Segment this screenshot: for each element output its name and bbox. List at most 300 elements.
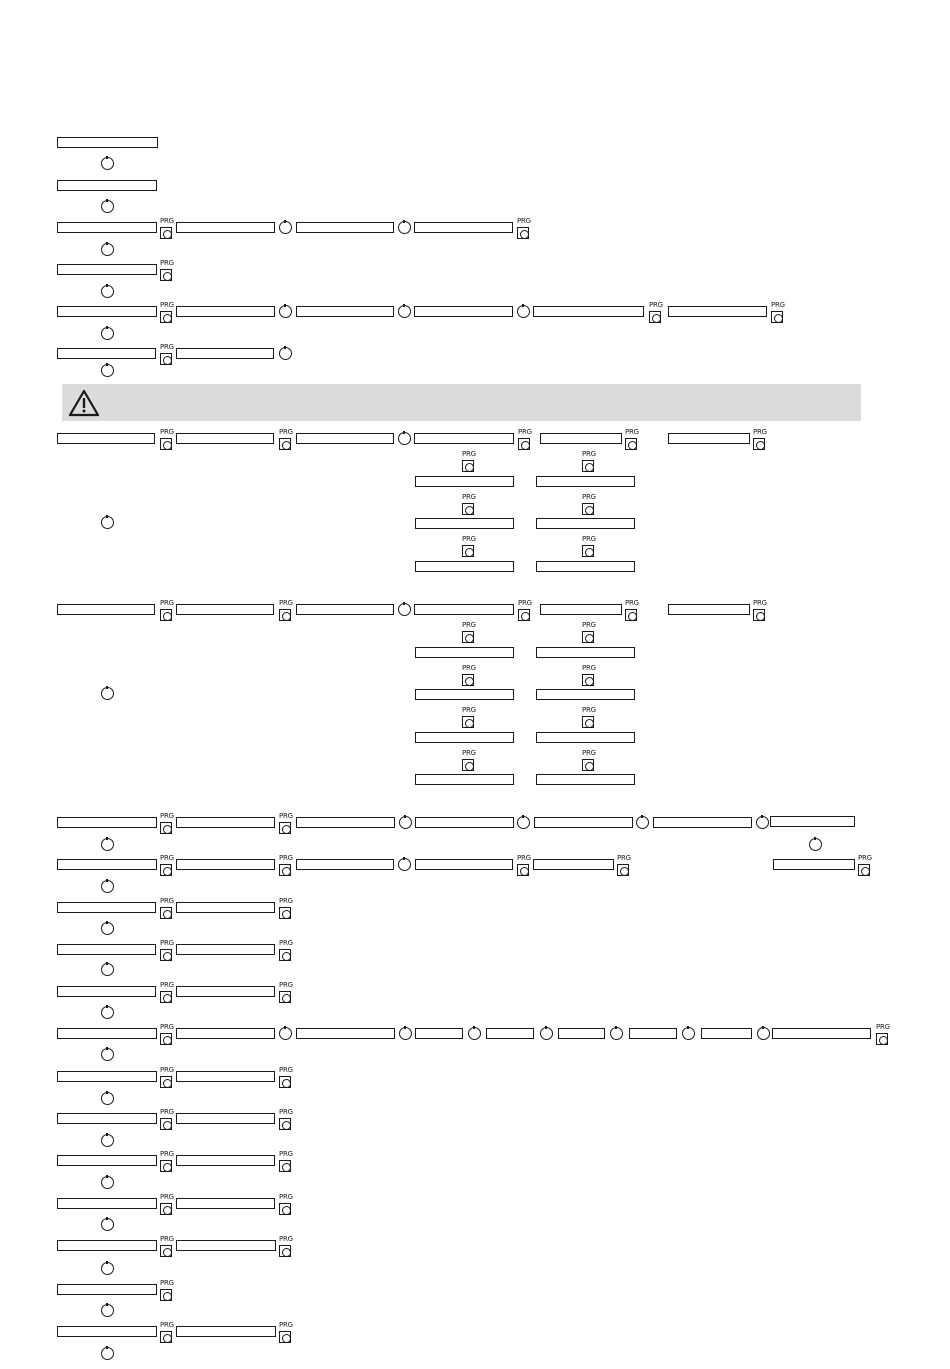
prg-button[interactable]: [582, 460, 594, 472]
prg-button-icon[interactable]: [160, 898, 173, 920]
prg-button-icon[interactable]: [160, 600, 173, 622]
prg-button[interactable]: [160, 1160, 172, 1172]
menu-display-box: [57, 902, 156, 913]
menu-display-box: [57, 986, 156, 997]
prg-button[interactable]: [160, 353, 172, 365]
menu-display-box: [176, 222, 275, 233]
prg-button[interactable]: [160, 269, 172, 281]
rotary-knob-icon[interactable]: [101, 157, 114, 170]
menu-display-box: [176, 944, 275, 955]
prg-button-icon[interactable]: [462, 707, 475, 729]
prg-label: PRG: [279, 599, 293, 607]
rotary-knob-icon[interactable]: [517, 305, 530, 318]
prg-button-icon[interactable]: [279, 940, 292, 962]
prg-button-icon[interactable]: [279, 898, 292, 920]
prg-button-icon[interactable]: [160, 940, 173, 962]
prg-button-icon[interactable]: [160, 1322, 173, 1344]
warning-banner: [62, 384, 861, 421]
prg-button-icon[interactable]: [582, 622, 595, 644]
prg-button[interactable]: [462, 674, 474, 686]
rotary-knob-icon[interactable]: [101, 687, 114, 700]
prg-label: PRG: [160, 1193, 174, 1201]
rotary-knob-icon[interactable]: [101, 200, 114, 213]
menu-display-box: [57, 222, 157, 233]
prg-button-icon[interactable]: [462, 665, 475, 687]
menu-display-box: [176, 433, 274, 444]
prg-button[interactable]: [160, 1331, 172, 1343]
menu-display-box: [653, 817, 752, 828]
warning-triangle-icon: [68, 389, 100, 417]
prg-button-icon[interactable]: [582, 665, 595, 687]
prg-button-icon[interactable]: [771, 302, 784, 324]
menu-display-box: [296, 222, 394, 233]
prg-button-icon[interactable]: [279, 1109, 292, 1131]
prg-label: PRG: [462, 664, 476, 672]
menu-display-box: [57, 1326, 157, 1337]
menu-display-box: [414, 306, 513, 317]
prg-button-icon[interactable]: [876, 1024, 889, 1046]
prg-button[interactable]: [160, 1118, 172, 1130]
menu-display-box: [176, 306, 275, 317]
prg-label: PRG: [279, 1066, 293, 1074]
prg-label: PRG: [462, 621, 476, 629]
rotary-knob-icon[interactable]: [399, 816, 412, 829]
prg-button[interactable]: [279, 1118, 291, 1130]
menu-display-box: [415, 476, 514, 487]
rotary-knob-icon[interactable]: [101, 1304, 114, 1317]
prg-button[interactable]: [582, 631, 594, 643]
prg-button-icon[interactable]: [753, 600, 766, 622]
prg-button-icon[interactable]: [279, 429, 292, 451]
prg-label: PRG: [279, 1193, 293, 1201]
menu-display-box: [414, 604, 514, 615]
prg-button[interactable]: [462, 503, 474, 515]
prg-label: PRG: [160, 428, 174, 436]
prg-button-icon[interactable]: [160, 1194, 173, 1216]
menu-display-box: [176, 604, 274, 615]
menu-display-box: [57, 348, 156, 359]
prg-button[interactable]: [858, 864, 870, 876]
prg-button-icon[interactable]: [279, 1151, 292, 1173]
rotary-knob-icon[interactable]: [809, 838, 822, 851]
prg-button-icon[interactable]: [517, 218, 530, 240]
menu-display-box: [536, 647, 635, 658]
menu-display-box: [415, 859, 513, 870]
prg-button[interactable]: [462, 716, 474, 728]
rotary-knob-icon[interactable]: [398, 305, 411, 318]
prg-button-icon[interactable]: [279, 1194, 292, 1216]
menu-display-box: [176, 1326, 276, 1337]
menu-display-box: [57, 604, 155, 615]
prg-label: PRG: [160, 259, 174, 267]
menu-display-box: [176, 1155, 275, 1166]
menu-display-box: [414, 433, 514, 444]
menu-display-box: [296, 306, 394, 317]
prg-button[interactable]: [160, 907, 172, 919]
menu-display-box: [415, 817, 514, 828]
menu-display-box: [415, 561, 514, 572]
menu-display-box: [668, 306, 767, 317]
menu-display-box: [773, 859, 855, 870]
prg-button[interactable]: [517, 227, 529, 239]
rotary-knob-icon[interactable]: [101, 838, 114, 851]
prg-label: PRG: [160, 1023, 174, 1031]
prg-button[interactable]: [462, 545, 474, 557]
prg-button[interactable]: [771, 311, 783, 323]
rotary-knob-icon[interactable]: [399, 1027, 412, 1040]
prg-label: PRG: [582, 749, 596, 757]
menu-display-box: [176, 1071, 275, 1082]
prg-button[interactable]: [279, 991, 291, 1003]
prg-label: PRG: [582, 535, 596, 543]
prg-button[interactable]: [279, 1076, 291, 1088]
prg-label: PRG: [160, 1235, 174, 1243]
prg-button[interactable]: [279, 438, 291, 450]
prg-button-icon[interactable]: [160, 344, 173, 366]
prg-label: PRG: [582, 450, 596, 458]
prg-button[interactable]: [518, 438, 530, 450]
prg-button[interactable]: [160, 1203, 172, 1215]
menu-display-box: [533, 306, 644, 317]
rotary-knob-icon[interactable]: [101, 516, 114, 529]
menu-display-box: [536, 689, 635, 700]
rotary-knob-icon[interactable]: [101, 1006, 114, 1019]
prg-label: PRG: [518, 599, 532, 607]
prg-label: PRG: [625, 428, 639, 436]
prg-label: PRG: [279, 981, 293, 989]
prg-button-icon[interactable]: [582, 536, 595, 558]
menu-display-box: [540, 433, 622, 444]
menu-display-box: [668, 604, 750, 615]
prg-button-icon[interactable]: [649, 302, 662, 324]
prg-button-icon[interactable]: [160, 260, 173, 282]
rotary-knob-icon[interactable]: [682, 1027, 695, 1040]
menu-display-box: [176, 1240, 276, 1251]
rotary-knob-icon[interactable]: [101, 1262, 114, 1275]
prg-label: PRG: [160, 1066, 174, 1074]
prg-button-icon[interactable]: [279, 982, 292, 1004]
prg-label: PRG: [279, 1235, 293, 1243]
menu-display-box: [534, 817, 633, 828]
prg-button-icon[interactable]: [617, 855, 630, 877]
rotary-knob-icon[interactable]: [101, 1048, 114, 1061]
prg-label: PRG: [858, 854, 872, 862]
menu-display-box: [536, 518, 635, 529]
rotary-knob-icon[interactable]: [636, 816, 649, 829]
rotary-knob-icon[interactable]: [101, 1218, 114, 1231]
prg-label: PRG: [582, 706, 596, 714]
prg-label: PRG: [160, 812, 174, 820]
prg-label: PRG: [160, 599, 174, 607]
prg-label: PRG: [462, 706, 476, 714]
rotary-knob-icon[interactable]: [540, 1027, 553, 1040]
prg-label: PRG: [582, 493, 596, 501]
prg-button[interactable]: [160, 1245, 172, 1257]
menu-display-box: [415, 774, 514, 785]
prg-button-icon[interactable]: [160, 218, 173, 240]
rotary-knob-icon[interactable]: [101, 1092, 114, 1105]
prg-button-icon[interactable]: [160, 982, 173, 1004]
prg-label: PRG: [160, 939, 174, 947]
prg-button[interactable]: [279, 1245, 291, 1257]
prg-button-icon[interactable]: [160, 1236, 173, 1258]
menu-display-box: [415, 518, 514, 529]
prg-button[interactable]: [279, 1203, 291, 1215]
rotary-knob-icon[interactable]: [398, 858, 411, 871]
menu-display-box: [533, 859, 614, 870]
prg-button-icon[interactable]: [462, 750, 475, 772]
prg-button-icon[interactable]: [279, 855, 292, 877]
prg-label: PRG: [462, 749, 476, 757]
prg-button[interactable]: [160, 864, 172, 876]
prg-button[interactable]: [279, 1331, 291, 1343]
prg-button-icon[interactable]: [518, 429, 531, 451]
prg-button[interactable]: [582, 503, 594, 515]
menu-display-box: [536, 732, 635, 743]
prg-label: PRG: [617, 854, 631, 862]
prg-button-icon[interactable]: [462, 536, 475, 558]
prg-label: PRG: [160, 897, 174, 905]
menu-display-box: [486, 1028, 534, 1039]
prg-button-icon[interactable]: [279, 1322, 292, 1344]
prg-label: PRG: [279, 939, 293, 947]
rotary-knob-icon[interactable]: [101, 1134, 114, 1147]
menu-display-box: [772, 1028, 871, 1039]
menu-display-box: [57, 1113, 157, 1124]
prg-button[interactable]: [753, 438, 765, 450]
prg-label: PRG: [462, 535, 476, 543]
prg-label: PRG: [625, 599, 639, 607]
menu-display-box: [414, 222, 513, 233]
menu-display-box: [57, 264, 157, 275]
prg-button[interactable]: [160, 1076, 172, 1088]
rotary-knob-icon[interactable]: [468, 1027, 481, 1040]
rotary-knob-icon[interactable]: [279, 305, 292, 318]
prg-label: PRG: [160, 981, 174, 989]
prg-label: PRG: [753, 428, 767, 436]
menu-display-box: [176, 859, 275, 870]
menu-display-box: [176, 817, 275, 828]
prg-label: PRG: [279, 1108, 293, 1116]
menu-display-box: [57, 859, 157, 870]
prg-label: PRG: [160, 301, 174, 309]
prg-button-icon[interactable]: [625, 600, 638, 622]
rotary-knob-icon[interactable]: [756, 816, 769, 829]
prg-button[interactable]: [582, 759, 594, 771]
prg-button-icon[interactable]: [279, 1067, 292, 1089]
prg-button-icon[interactable]: [160, 429, 173, 451]
prg-button-icon[interactable]: [517, 855, 530, 877]
menu-display-box: [57, 137, 158, 148]
rotary-knob-icon[interactable]: [101, 327, 114, 340]
prg-label: PRG: [876, 1023, 890, 1031]
menu-display-box: [415, 689, 514, 700]
prg-button-icon[interactable]: [753, 429, 766, 451]
prg-label: PRG: [582, 664, 596, 672]
prg-button[interactable]: [617, 864, 629, 876]
prg-button[interactable]: [160, 227, 172, 239]
rotary-knob-icon[interactable]: [101, 1176, 114, 1189]
prg-button-icon[interactable]: [160, 302, 173, 324]
prg-button[interactable]: [279, 864, 291, 876]
prg-button-icon[interactable]: [625, 429, 638, 451]
menu-display-box: [668, 433, 750, 444]
prg-button[interactable]: [160, 311, 172, 323]
prg-button[interactable]: [517, 864, 529, 876]
prg-button[interactable]: [753, 609, 765, 621]
prg-label: PRG: [517, 217, 531, 225]
rotary-knob-icon[interactable]: [398, 603, 411, 616]
prg-button-icon[interactable]: [279, 600, 292, 622]
prg-label: PRG: [160, 1279, 174, 1287]
prg-label: PRG: [160, 1108, 174, 1116]
prg-button-icon[interactable]: [462, 451, 475, 473]
prg-button[interactable]: [160, 949, 172, 961]
menu-display-box: [296, 433, 394, 444]
menu-display-box: [558, 1028, 605, 1039]
menu-display-box: [296, 604, 394, 615]
prg-button[interactable]: [625, 609, 637, 621]
prg-button-icon[interactable]: [160, 1151, 173, 1173]
prg-button[interactable]: [876, 1033, 888, 1045]
menu-display-box: [57, 433, 155, 444]
prg-label: PRG: [160, 343, 174, 351]
menu-display-box: [57, 1198, 157, 1209]
rotary-knob-icon[interactable]: [279, 1027, 292, 1040]
prg-button-icon[interactable]: [160, 855, 173, 877]
prg-button[interactable]: [462, 631, 474, 643]
prg-button[interactable]: [160, 609, 172, 621]
menu-display-box: [701, 1028, 752, 1039]
prg-button[interactable]: [625, 438, 637, 450]
prg-button-icon[interactable]: [160, 1280, 173, 1302]
menu-display-box: [57, 1240, 157, 1251]
prg-button[interactable]: [582, 545, 594, 557]
prg-button-icon[interactable]: [858, 855, 871, 877]
rotary-knob-icon[interactable]: [398, 432, 411, 445]
prg-label: PRG: [753, 599, 767, 607]
menu-display-box: [536, 774, 635, 785]
prg-button[interactable]: [462, 759, 474, 771]
rotary-knob-icon[interactable]: [101, 243, 114, 256]
prg-button-icon[interactable]: [279, 1236, 292, 1258]
prg-label: PRG: [160, 217, 174, 225]
menu-display-box: [536, 561, 635, 572]
rotary-knob-icon[interactable]: [757, 1027, 770, 1040]
prg-button-icon[interactable]: [160, 813, 173, 835]
prg-label: PRG: [279, 1150, 293, 1158]
rotary-knob-icon[interactable]: [101, 880, 114, 893]
prg-button-icon[interactable]: [462, 494, 475, 516]
prg-button-icon[interactable]: [160, 1067, 173, 1089]
rotary-knob-icon[interactable]: [517, 816, 530, 829]
prg-button[interactable]: [582, 674, 594, 686]
prg-label: PRG: [160, 854, 174, 862]
prg-button[interactable]: [649, 311, 661, 323]
menu-display-box: [57, 817, 157, 828]
prg-button-icon[interactable]: [279, 813, 292, 835]
prg-button[interactable]: [160, 1289, 172, 1301]
rotary-knob-icon[interactable]: [279, 221, 292, 234]
prg-button[interactable]: [279, 949, 291, 961]
prg-button[interactable]: [279, 907, 291, 919]
menu-display-box: [57, 180, 157, 191]
prg-label: PRG: [518, 428, 532, 436]
menu-display-box: [176, 902, 275, 913]
prg-button[interactable]: [582, 716, 594, 728]
rotary-knob-icon[interactable]: [101, 963, 114, 976]
prg-label: PRG: [462, 493, 476, 501]
menu-display-box: [770, 816, 855, 827]
rotary-knob-icon[interactable]: [101, 1347, 114, 1360]
menu-display-box: [176, 348, 274, 359]
prg-label: PRG: [160, 1321, 174, 1329]
prg-button-icon[interactable]: [582, 750, 595, 772]
menu-display-box: [415, 1028, 463, 1039]
menu-display-box: [540, 604, 622, 615]
prg-label: PRG: [462, 450, 476, 458]
rotary-knob-icon[interactable]: [398, 221, 411, 234]
prg-button[interactable]: [279, 609, 291, 621]
menu-display-box: [57, 306, 157, 317]
prg-label: PRG: [279, 428, 293, 436]
prg-label: PRG: [771, 301, 785, 309]
rotary-knob-icon[interactable]: [101, 922, 114, 935]
prg-button[interactable]: [160, 991, 172, 1003]
menu-display-box: [57, 1028, 157, 1039]
prg-label: PRG: [279, 897, 293, 905]
prg-button-icon[interactable]: [582, 451, 595, 473]
rotary-knob-icon[interactable]: [279, 347, 292, 360]
menu-display-box: [176, 1113, 275, 1124]
menu-display-box: [296, 1028, 395, 1039]
prg-button[interactable]: [279, 1160, 291, 1172]
prg-label: PRG: [517, 854, 531, 862]
menu-display-box: [629, 1028, 677, 1039]
prg-button[interactable]: [160, 822, 172, 834]
prg-label: PRG: [279, 812, 293, 820]
menu-display-box: [176, 1198, 275, 1209]
prg-label: PRG: [279, 854, 293, 862]
rotary-knob-icon[interactable]: [610, 1027, 623, 1040]
menu-display-box: [536, 476, 635, 487]
prg-button-icon[interactable]: [582, 707, 595, 729]
prg-button-icon[interactable]: [582, 494, 595, 516]
rotary-knob-icon[interactable]: [101, 285, 114, 298]
rotary-knob-icon[interactable]: [101, 364, 114, 377]
prg-button[interactable]: [160, 1033, 172, 1045]
menu-display-box: [176, 986, 275, 997]
menu-display-box: [57, 1071, 157, 1082]
prg-button-icon[interactable]: [462, 622, 475, 644]
menu-display-box: [415, 732, 514, 743]
menu-display-box: [57, 1155, 157, 1166]
prg-button[interactable]: [518, 609, 530, 621]
prg-label: PRG: [160, 1150, 174, 1158]
menu-display-box: [57, 944, 156, 955]
prg-button[interactable]: [160, 438, 172, 450]
prg-button-icon[interactable]: [518, 600, 531, 622]
menu-display-box: [296, 859, 394, 870]
menu-display-box: [296, 817, 395, 828]
prg-button[interactable]: [279, 822, 291, 834]
prg-button-icon[interactable]: [160, 1024, 173, 1046]
menu-display-box: [415, 647, 514, 658]
prg-button[interactable]: [462, 460, 474, 472]
prg-label: PRG: [279, 1321, 293, 1329]
prg-button-icon[interactable]: [160, 1109, 173, 1131]
prg-label: PRG: [649, 301, 663, 309]
